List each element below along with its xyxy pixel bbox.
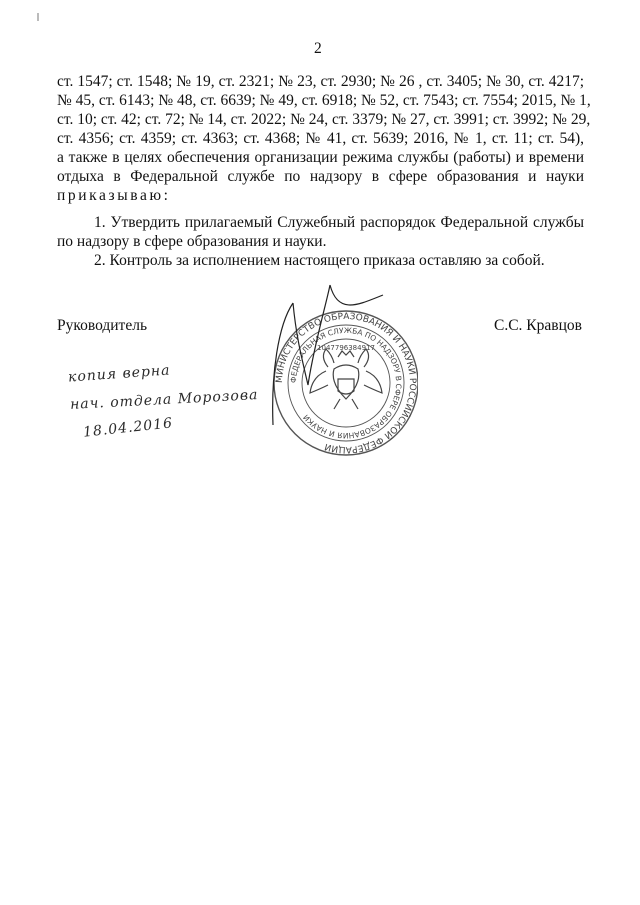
body-line-4: ст. 4356; ст. 4359; ст. 4363; ст. 4368; № 41, ст. 5639; 2016, № 1, ст. 11; ст. 54),: [57, 130, 584, 147]
handwritten-note-line-1: копия верна: [67, 362, 171, 386]
official-seal: [268, 275, 418, 465]
body-line-6: отдыха в Федеральной службе по надзору в сфере образования и науки: [57, 168, 584, 185]
margin-mark-icon: [35, 13, 41, 21]
double-headed-eagle-icon: [310, 349, 382, 409]
item-1-line-1: 1. Утвердить прилагаемый Служебный распорядок Федеральной службы: [94, 214, 584, 231]
svg-text:ФЕДЕРАЛЬНАЯ СЛУЖБА ПО НАДЗОРУ: [289, 326, 403, 440]
handwritten-note-line-2: нач. отдела Морозова: [69, 387, 259, 413]
body-line-5: а также в целях обеспечения организации режима службы (работы) и времени: [57, 149, 584, 166]
body-line-1: ст. 1547; ст. 1548; № 19, ст. 2321; № 23, ст. 2930; № 26 , ст. 3405; № 30, ст. 4217;: [57, 73, 584, 90]
handwritten-note-date: 18.04.2016: [82, 415, 174, 441]
signer-role: Руководитель: [57, 317, 148, 334]
item-1-line-2: по надзору в сфере образования и науки.: [57, 233, 327, 250]
item-2-line-1: 2. Контроль за исполнением настоящего приказа оставляю за собой.: [94, 252, 545, 269]
signer-name: С.С. Кравцов: [494, 317, 582, 334]
body-line-3: ст. 10; ст. 42; ст. 72; № 14, ст. 2022; № 24, ст. 3379; № 27, ст. 3991; ст. 3992; № 29,: [57, 111, 591, 128]
body-line-2: № 45, ст. 6143; № 48, ст. 6639; № 49, ст. 6918; № 52, ст. 7543; ст. 7554; 2015, № 1,: [57, 92, 591, 109]
order-word: приказываю:: [57, 187, 171, 204]
seal-inner-text: ФЕДЕРАЛЬНАЯ СЛУЖБА ПО НАДЗОРУ В СФЕРЕ ОБРАЗОВАНИЯ И НАУКИ: [288, 325, 404, 441]
seal-outer-text: МИНИСТЕРСТВО ОБРАЗОВАНИЯ И НАУКИ РОССИЙСКОЙ ФЕДЕРАЦИИ: [274, 311, 418, 455]
seal-registry-number: 1047796384917: [317, 344, 375, 352]
page-number: 2: [314, 40, 322, 57]
